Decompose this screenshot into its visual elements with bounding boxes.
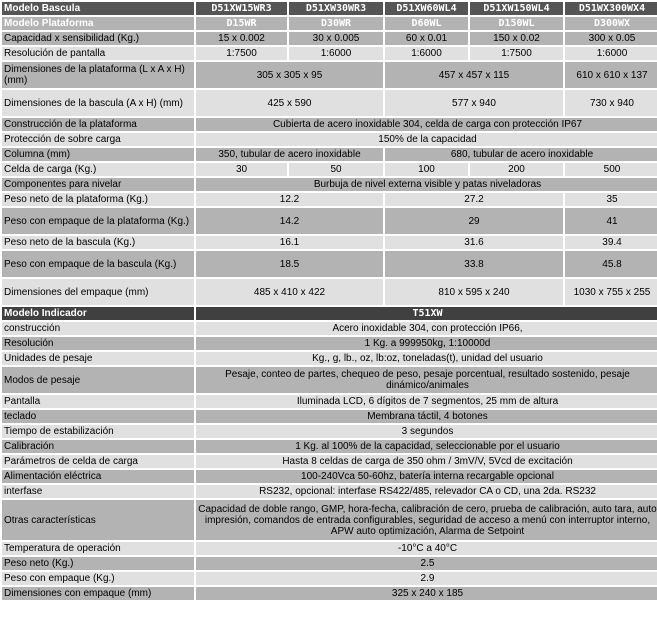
row-label: interfase	[2, 485, 194, 498]
cell-value: 29	[385, 208, 563, 234]
table-row	[2, 470, 657, 483]
cell-value: 3 segundos	[196, 425, 657, 438]
cell-value: 457 x 457 x 115	[385, 62, 563, 88]
table-row	[2, 542, 657, 555]
table-row	[2, 455, 657, 468]
cell-value: Capacidad de doble rango, GMP, hora-fecha, calibración de cero, prueba de calibración, auto tara, auto impresión, comandos de entrada configurables, seguridad de acceso a menú con interruptor interno, APW auto optimización, Alarma de Setpoint	[196, 500, 657, 540]
table-row	[2, 32, 657, 45]
cell-value: 300 x 0.05	[565, 32, 657, 45]
row-label: Columna (mm)	[2, 148, 194, 161]
cell-value: Burbuja de nivel externa visible y patas niveladoras	[196, 178, 657, 191]
row-label: Unidades de pesaje	[2, 352, 194, 365]
cell-value: 30 x 0.005	[289, 32, 383, 45]
cell-value: 41	[565, 208, 657, 234]
table-row	[2, 163, 657, 176]
table-row	[2, 395, 657, 408]
row-label: Resolución de pantalla	[2, 47, 194, 60]
indicator-header-label: Modelo Indicador	[2, 307, 194, 320]
cell-value: 31.6	[385, 236, 563, 249]
row-label: Peso neto (Kg.)	[2, 557, 194, 570]
row-label: Tiempo de estabilización	[2, 425, 194, 438]
cell-value: -10°C a 40°C	[196, 542, 657, 555]
table-row	[2, 557, 657, 570]
platform-model-value: D300WX	[565, 17, 657, 30]
cell-value: 14.2	[196, 208, 383, 234]
row-label: Peso neto de la bascula (Kg.)	[2, 236, 194, 249]
cell-value: 100	[385, 163, 468, 176]
cell-value: 2.5	[196, 557, 657, 570]
row-label: Pantalla	[2, 395, 194, 408]
row-label: Peso neto de la plataforma (Kg.)	[2, 193, 194, 206]
header-model: D51XW15WR3	[196, 2, 287, 15]
row-label: Dimensiones con empaque (mm)	[2, 587, 194, 600]
table-row	[2, 572, 657, 585]
cell-value: 100-240Vca 50-60hz, batería interna recargable opcional	[196, 470, 657, 483]
row-label: Resolución	[2, 337, 194, 350]
cell-value: RS232, opcional: interfase RS422/485, relevador CA o CD, una 2da. RS232	[196, 485, 657, 498]
table-row	[2, 148, 657, 161]
cell-value: 1:6000	[289, 47, 383, 60]
platform-model-value: D60WL	[385, 17, 468, 30]
cell-value: Iluminada LCD, 6 dígitos de 7 segmentos, 25 mm de altura	[196, 395, 657, 408]
table-row	[2, 90, 657, 116]
row-label: Calibración	[2, 440, 194, 453]
table-row	[2, 587, 657, 600]
cell-value: 50	[289, 163, 383, 176]
table-row	[2, 208, 657, 234]
cell-value: 810 x 595 x 240	[385, 279, 563, 305]
row-label: Temperatura de operación	[2, 542, 194, 555]
cell-value: 325 x 240 x 185	[196, 587, 657, 600]
row-label: Parámetros de celda de carga	[2, 455, 194, 468]
row-label: Alimentación eléctrica	[2, 470, 194, 483]
table-row	[2, 133, 657, 146]
cell-value: 39.4	[565, 236, 657, 249]
cell-value: 610 x 610 x 137	[565, 62, 657, 88]
table-row	[2, 500, 657, 540]
table-row	[2, 62, 657, 88]
cell-value: Kg., g, lb., oz, lb:oz, toneladas(t), unidad del usuario	[196, 352, 657, 365]
table-row	[2, 337, 657, 350]
header-model: D51XW150WL4	[470, 2, 563, 15]
cell-value: 30	[196, 163, 287, 176]
table-row	[2, 410, 657, 423]
table-row	[2, 236, 657, 249]
row-label: Peso con empaque de la bascula (Kg.)	[2, 251, 194, 277]
cell-value: 18.5	[196, 251, 383, 277]
cell-value: 1 Kg. al 100% de la capacidad, seleccionable por el usuario	[196, 440, 657, 453]
cell-value: 27.2	[385, 193, 563, 206]
row-label: Peso con empaque (Kg.)	[2, 572, 194, 585]
table-row	[2, 178, 657, 191]
cell-value: Hasta 8 celdas de carga de 350 ohm / 3mV/V, 5Vcd de excitación	[196, 455, 657, 468]
cell-value: 1:6000	[385, 47, 468, 60]
row-label: teclado	[2, 410, 194, 423]
table-row	[2, 367, 657, 393]
cell-value: 12.2	[196, 193, 383, 206]
cell-value: Acero inoxidable 304, con protección IP66,	[196, 322, 657, 335]
cell-value: 1:6000	[565, 47, 657, 60]
cell-value: 60 x 0.01	[385, 32, 468, 45]
cell-value: 2.9	[196, 572, 657, 585]
cell-value: 425 x 590	[196, 90, 383, 116]
cell-value: 15 x 0.002	[196, 32, 287, 45]
header-model: D51XW60WL4	[385, 2, 468, 15]
cell-value: Cubierta de acero inoxidable 304, celda de carga con protección IP67	[196, 118, 657, 131]
cell-value: 45.8	[565, 251, 657, 277]
cell-value: 577 x 940	[385, 90, 563, 116]
cell-value: Membrana táctil, 4 botones	[196, 410, 657, 423]
row-label: construcción	[2, 322, 194, 335]
table-row	[2, 425, 657, 438]
table-row	[2, 485, 657, 498]
row-label: Modelo Plataforma	[2, 17, 194, 30]
cell-value: 1:7500	[470, 47, 563, 60]
cell-value: 35	[565, 193, 657, 206]
cell-value: 16.1	[196, 236, 383, 249]
header-label: Modelo Bascula	[2, 2, 194, 15]
platform-model-value: D150WL	[470, 17, 563, 30]
cell-value: 305 x 305 x 95	[196, 62, 383, 88]
row-label: Dimensiones de la plataforma (L x A x H) (mm)	[2, 62, 194, 88]
table-row	[2, 440, 657, 453]
header-model: D51XW30WR3	[289, 2, 383, 15]
cell-value: 730 x 940	[565, 90, 657, 116]
header-model: D51WX300WX4	[565, 2, 657, 15]
row-label: Otras características	[2, 500, 194, 540]
row-label: Protección de sobre carga	[2, 133, 194, 146]
cell-value: 33.8	[385, 251, 563, 277]
header-row	[2, 2, 657, 15]
cell-value: 350, tubular de acero inoxidable	[196, 148, 383, 161]
platform-model-value: D15WR	[196, 17, 287, 30]
row-label: Construcción de la plataforma	[2, 118, 194, 131]
cell-value: 1 Kg. a 999950kg, 1:10000d	[196, 337, 657, 350]
cell-value: 150% de la capacidad	[196, 133, 657, 146]
table-row	[2, 352, 657, 365]
cell-value: 200	[470, 163, 563, 176]
platform-model-value: D30WR	[289, 17, 383, 30]
table-row	[2, 193, 657, 206]
cell-value: 485 x 410 x 422	[196, 279, 383, 305]
row-label: Modos de pesaje	[2, 367, 194, 393]
row-label: Capacidad x sensibilidad (Kg.)	[2, 32, 194, 45]
platform-model-row	[2, 17, 657, 30]
cell-value: 1:7500	[196, 47, 287, 60]
table-row	[2, 118, 657, 131]
cell-value: 1030 x 755 x 255	[565, 279, 657, 305]
cell-value: 500	[565, 163, 657, 176]
row-label: Dimensiones de la bascula (A x H) (mm)	[2, 90, 194, 116]
table-row	[2, 322, 657, 335]
cell-value: 150 x 0.02	[470, 32, 563, 45]
cell-value: Pesaje, conteo de partes, chequeo de peso, pesaje porcentual, resultado sostenido, pesaje dinámico/animales	[196, 367, 657, 393]
table-row	[2, 279, 657, 305]
row-label: Componentes para nivelar	[2, 178, 194, 191]
row-label: Dimensiones del empaque (mm)	[2, 279, 194, 305]
row-label: Peso con empaque de la plataforma (Kg.)	[2, 208, 194, 234]
indicator-model: T51XW	[196, 307, 657, 320]
indicator-header-row	[2, 307, 657, 320]
row-label: Celda de carga (Kg.)	[2, 163, 194, 176]
table-row	[2, 47, 657, 60]
table-row	[2, 251, 657, 277]
cell-value: 680, tubular de acero inoxidable	[385, 148, 657, 161]
